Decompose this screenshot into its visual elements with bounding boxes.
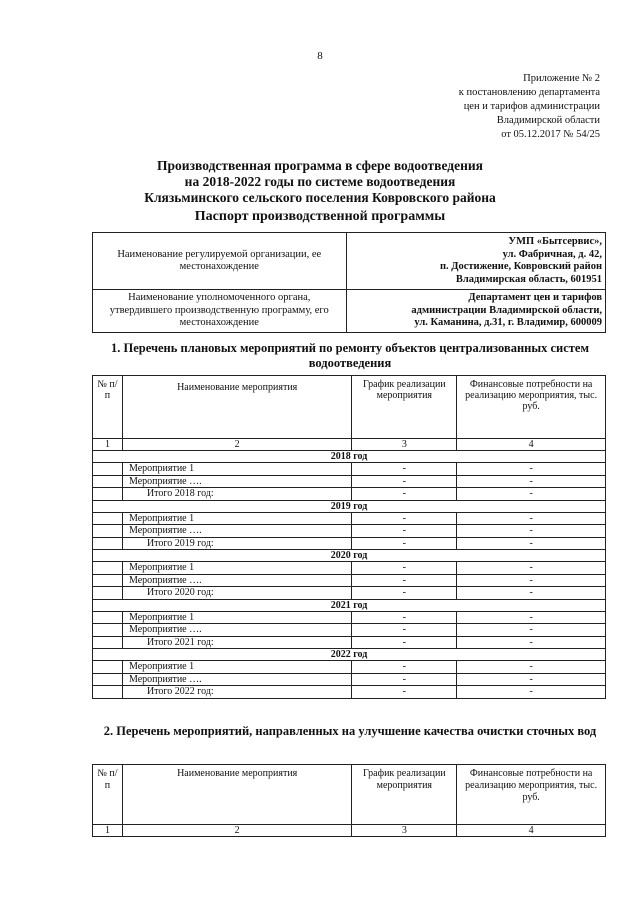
- year-label: 2021 год: [93, 599, 606, 611]
- section-1-heading: 1. Перечень плановых мероприятий по ремонту объектов централизованных систем водоотведения: [111, 341, 589, 370]
- passport-table: [92, 232, 606, 333]
- value-line: ул. Каманина, д.31, г. Владимир, 600009: [414, 317, 602, 329]
- total-label: Итого 2018 год:: [122, 488, 351, 501]
- table-row: [93, 488, 606, 501]
- total-label: Итого 2020 год:: [122, 587, 351, 600]
- appendix-line: от 05.12.2017 № 54/25: [501, 129, 600, 140]
- cost-cell: -: [457, 636, 606, 649]
- activity-name: Мероприятие ….: [122, 624, 351, 637]
- schedule-cell: -: [352, 562, 457, 575]
- column-header: График реализации мероприятия: [352, 376, 457, 439]
- cost-cell: -: [457, 488, 606, 501]
- cost-cell: -: [457, 611, 606, 624]
- title-line: Клязьминского сельского поселения Ковровского района: [144, 190, 496, 205]
- cost-cell: -: [457, 574, 606, 587]
- activity-name: Мероприятие ….: [122, 525, 351, 538]
- column-header: № п/п: [93, 765, 123, 825]
- table-row: [93, 463, 606, 476]
- year-row: [93, 649, 606, 661]
- section-2-heading: 2. Перечень мероприятий, направленных на улучшение качества очистки сточных вод: [103, 724, 597, 738]
- schedule-cell: -: [352, 636, 457, 649]
- passport-row: [93, 290, 606, 333]
- schedule-cell: -: [352, 537, 457, 550]
- value-line: Департамент цен и тарифов: [468, 292, 602, 304]
- activity-name: Мероприятие 1: [122, 463, 351, 476]
- activity-name: Мероприятие ….: [122, 475, 351, 488]
- column-number: 3: [352, 825, 457, 837]
- activity-name: Мероприятие ….: [122, 673, 351, 686]
- page-number: 8: [317, 50, 323, 62]
- table-header-row: [93, 376, 606, 439]
- activity-name: Мероприятие ….: [122, 574, 351, 587]
- activity-name: Мероприятие 1: [122, 512, 351, 525]
- schedule-cell: -: [352, 525, 457, 538]
- title-line: на 2018-2022 годы по системе водоотведения: [184, 174, 456, 189]
- activity-name: Мероприятие 1: [122, 562, 351, 575]
- column-header: Финансовые потребности на реализацию мероприятия, тыс. руб.: [457, 765, 606, 825]
- activity-name: Мероприятие 1: [122, 661, 351, 674]
- cost-cell: -: [457, 475, 606, 488]
- cost-cell: -: [457, 673, 606, 686]
- repair-plan-table: [92, 375, 606, 699]
- table-row: [93, 673, 606, 686]
- cost-cell: -: [457, 525, 606, 538]
- year-label: 2020 год: [93, 550, 606, 562]
- column-header: Финансовые потребности на реализацию мероприятия, тыс. руб.: [457, 376, 606, 439]
- passport-label: Наименование регулируемой организации, ее местонахождение: [93, 233, 347, 290]
- year-label: 2022 год: [93, 649, 606, 661]
- column-number: 1: [93, 825, 123, 837]
- table-row: [93, 587, 606, 600]
- table-row: [93, 512, 606, 525]
- cost-cell: -: [457, 661, 606, 674]
- passport-heading: Паспорт производственной программы: [194, 209, 446, 224]
- title-line: Производственная программа в сфере водоотведения: [157, 158, 483, 173]
- total-label: Итого 2022 год:: [122, 686, 351, 699]
- value-line: Владимирская область, 601951: [455, 273, 602, 285]
- document-title: [80, 158, 560, 206]
- column-number: 4: [457, 439, 606, 451]
- year-label: 2018 год: [93, 451, 606, 463]
- total-label: Итого 2021 год:: [122, 636, 351, 649]
- year-row: [93, 451, 606, 463]
- year-row: [93, 599, 606, 611]
- table-row: [93, 537, 606, 550]
- schedule-cell: -: [352, 475, 457, 488]
- value-line: ул. Фабричная, д. 42,: [502, 248, 602, 260]
- schedule-cell: -: [352, 611, 457, 624]
- table-row: [93, 661, 606, 674]
- quality-plan-table: [92, 764, 606, 837]
- passport-value: [346, 233, 605, 290]
- column-number: 2: [122, 825, 351, 837]
- schedule-cell: -: [352, 488, 457, 501]
- schedule-cell: -: [352, 574, 457, 587]
- column-header: Наименование мероприятия: [122, 765, 351, 825]
- appendix-block: [420, 72, 600, 142]
- cost-cell: -: [457, 624, 606, 637]
- total-label: Итого 2019 год:: [122, 537, 351, 550]
- column-number: 3: [352, 439, 457, 451]
- passport-label: Наименование уполномоченного органа, утвердившего производственную программу, его местонахождение: [93, 290, 347, 333]
- column-number: 4: [457, 825, 606, 837]
- table-row: [93, 611, 606, 624]
- schedule-cell: -: [352, 463, 457, 476]
- cost-cell: -: [457, 562, 606, 575]
- table-row: [93, 624, 606, 637]
- cost-cell: -: [457, 686, 606, 699]
- table-row: [93, 562, 606, 575]
- column-header: Наименование мероприятия: [122, 376, 351, 439]
- appendix-line: Приложение № 2: [523, 73, 600, 84]
- column-number-row: [93, 825, 606, 837]
- schedule-cell: -: [352, 587, 457, 600]
- column-header: № п/п: [93, 376, 123, 439]
- table-row: [93, 574, 606, 587]
- value-line: УМП «Бытсервис»,: [508, 236, 602, 247]
- table-header-row: [93, 765, 606, 825]
- appendix-line: Владимирской области: [496, 115, 600, 126]
- schedule-cell: -: [352, 512, 457, 525]
- table-row: [93, 636, 606, 649]
- schedule-cell: -: [352, 661, 457, 674]
- table-row: [93, 475, 606, 488]
- schedule-cell: -: [352, 673, 457, 686]
- passport-row: [93, 233, 606, 290]
- appendix-line: к постановлению департамента: [458, 87, 600, 98]
- table-row: [93, 525, 606, 538]
- year-label: 2019 год: [93, 500, 606, 512]
- passport-value: [346, 290, 605, 333]
- cost-cell: -: [457, 587, 606, 600]
- value-line: администрации Владимирской области,: [411, 304, 602, 316]
- year-row: [93, 550, 606, 562]
- cost-cell: -: [457, 537, 606, 550]
- column-header: График реализации мероприятия: [352, 765, 457, 825]
- column-number-row: [93, 439, 606, 451]
- value-line: п. Достижение, Ковровский район: [439, 261, 602, 272]
- year-row: [93, 500, 606, 512]
- schedule-cell: -: [352, 624, 457, 637]
- cost-cell: -: [457, 463, 606, 476]
- column-number: 2: [122, 439, 351, 451]
- table-row: [93, 686, 606, 699]
- column-number: 1: [93, 439, 123, 451]
- cost-cell: -: [457, 512, 606, 525]
- appendix-line: цен и тарифов администрации: [463, 101, 600, 112]
- activity-name: Мероприятие 1: [122, 611, 351, 624]
- schedule-cell: -: [352, 686, 457, 699]
